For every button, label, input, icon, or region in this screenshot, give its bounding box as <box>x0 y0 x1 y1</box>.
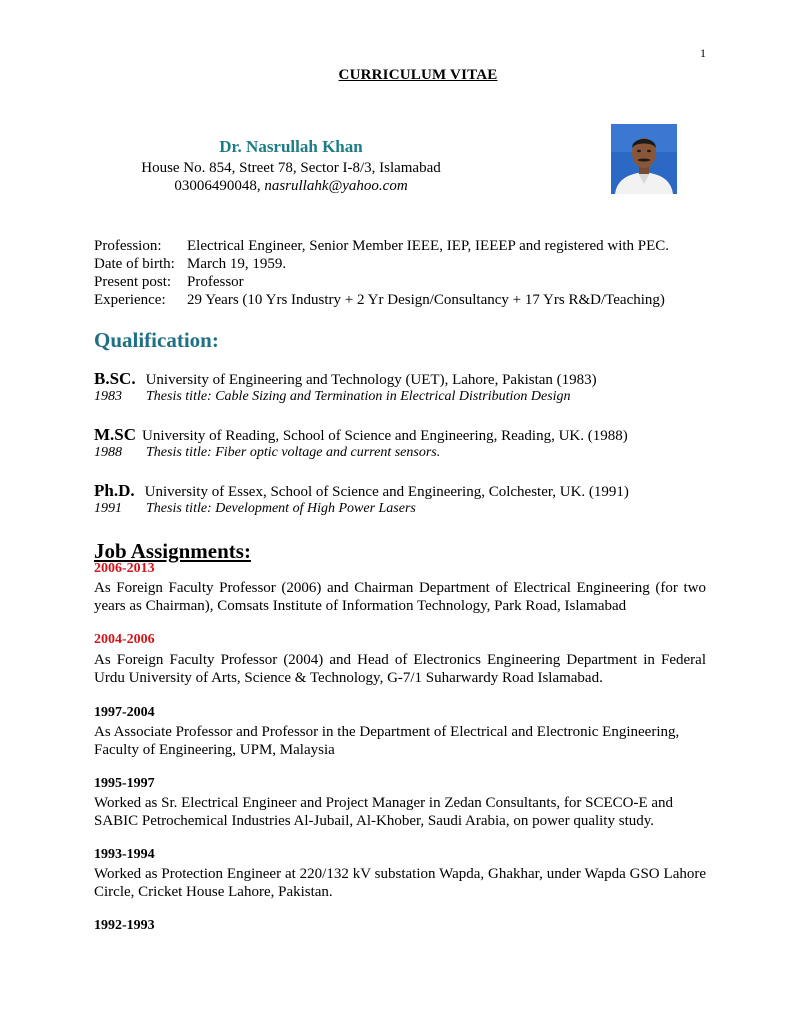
degree-institution: University of Essex, School of Science and Engineering, Colchester, UK. (1991) <box>144 484 629 500</box>
thesis-row <box>94 501 416 517</box>
job-period: 2006-2013 <box>94 561 155 576</box>
degree-institution: University of Reading, School of Science and Engineering, Reading, UK. (1988) <box>142 428 628 444</box>
present-post-label: Present post: <box>94 274 172 290</box>
job-period: 1995-1997 <box>94 776 155 791</box>
thesis-title: Thesis title: Cable Sizing and Termination in Electrical Distribution Design <box>146 389 571 404</box>
profession-label: Profession: <box>94 238 162 254</box>
profession-value: Electrical Engineer, Senior Member IEEE, IEP, IEEEP and registered with PEC. <box>187 238 670 254</box>
profile-photo-image <box>611 124 677 194</box>
thesis-row <box>94 445 440 461</box>
document-title: CURRICULUM VITAE <box>338 67 498 83</box>
job-period: 2004-2006 <box>94 632 155 647</box>
thesis-row <box>94 389 571 405</box>
degree-name: Ph.D. <box>94 481 135 500</box>
thesis-year: 1988 <box>94 445 122 460</box>
degree-name: B.SC. <box>94 369 136 388</box>
experience-label: Experience: <box>94 292 166 308</box>
page-number: 1 <box>700 46 706 60</box>
person-contact <box>0 178 582 195</box>
experience-value: 29 Years (10 Yrs Industry + 2 Yr Design/Consultancy + 17 Yrs R&D/Teaching) <box>187 292 665 308</box>
thesis-title: Thesis title: Development of High Power Lasers <box>146 501 416 516</box>
dob-label: Date of birth: <box>94 256 175 272</box>
degree-row <box>94 369 597 389</box>
profile-photo <box>611 124 677 194</box>
job-period: 1997-2004 <box>94 705 155 720</box>
dob-value: March 19, 1959. <box>187 256 287 272</box>
thesis-year: 1983 <box>94 389 122 404</box>
job-period: 1992-1993 <box>94 918 155 933</box>
person-address: House No. 854, Street 78, Sector I-8/3, Islamabad <box>141 160 441 176</box>
present-post-value: Professor <box>187 274 244 290</box>
job-description: As Foreign Faculty Professor (2004) and Head of Electronics Engineering Department in Federal Urdu University of Arts, Science & Technology, G-7/1 Suharwardy Road Islamabad. <box>94 652 706 686</box>
person-email: nasrullahk@yahoo.com <box>264 178 408 194</box>
job-description: Worked as Sr. Electrical Engineer and Project Manager in Zedan Consultants, for SCECO-E and SABIC Petrochemical Industries Al-Jubail, Al-Khober, Saudi Arabia, on power quality study. <box>94 795 674 829</box>
thesis-title: Thesis title: Fiber optic voltage and current sensors. <box>146 445 441 460</box>
degree-row <box>94 481 629 501</box>
job-description: As Associate Professor and Professor in the Department of Electrical and Electronic Engineering, Faculty of Engineering, UPM, Malaysia <box>94 724 680 758</box>
job-assignments-heading: Job Assignments: <box>94 539 251 563</box>
degree-name: M.SC <box>94 425 137 444</box>
qualification-heading: Qualification: <box>94 328 219 352</box>
job-period: 1993-1994 <box>94 847 155 862</box>
job-description: As Foreign Faculty Professor (2006) and Chairman Department of Electrical Engineering (for two years as Chairman), Comsats Institute of Information Technology, Park Road, Islamabad <box>94 580 706 614</box>
degree-row <box>94 425 628 445</box>
person-phone: 03006490048, <box>174 178 261 194</box>
job-description: Worked as Protection Engineer at 220/132 kV substation Wapda, Ghakhar, under Wapda GSO Lahore Circle, Cricket House Lahore, Pakistan. <box>94 866 706 900</box>
degree-institution: University of Engineering and Technology (UET), Lahore, Pakistan (1983) <box>145 372 597 388</box>
thesis-year: 1991 <box>94 501 122 516</box>
person-name: Dr. Nasrullah Khan <box>219 137 363 156</box>
